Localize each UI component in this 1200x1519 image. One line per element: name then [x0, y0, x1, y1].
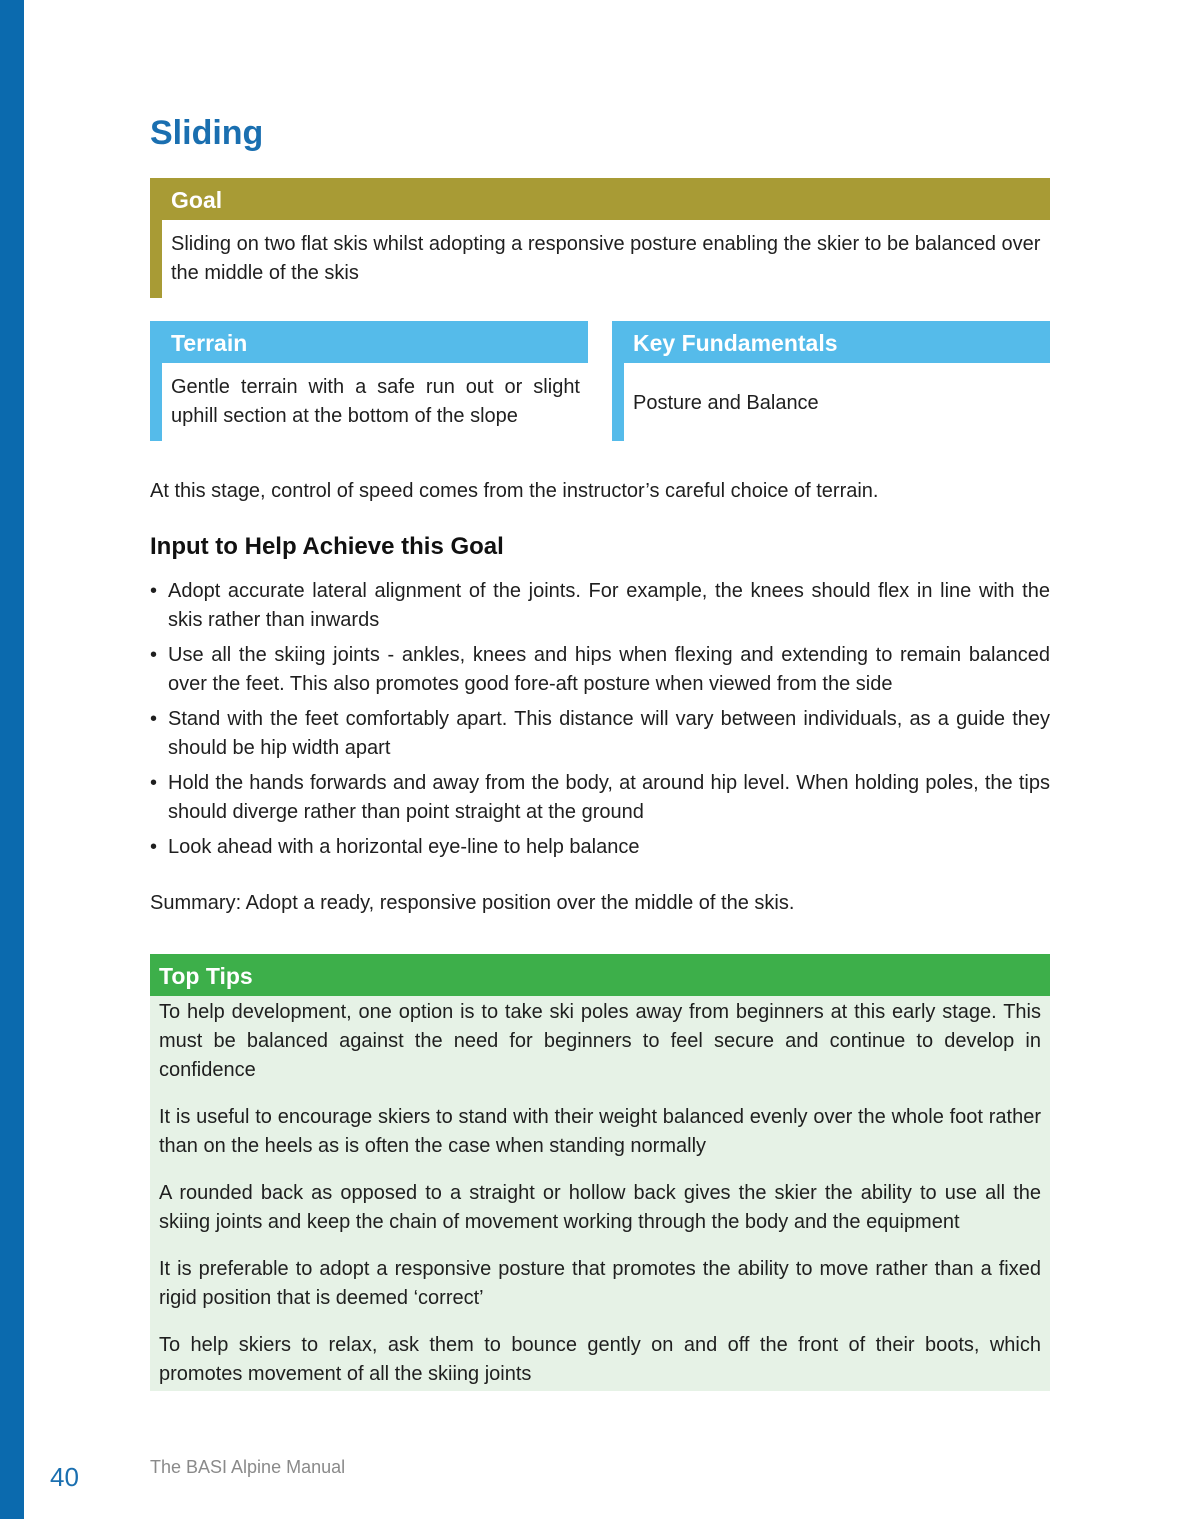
bullet-text: Hold the hands forwards and away from the body, at around hip level. When holding poles, the tips should diverge rather than point straight at the ground [168, 772, 1050, 823]
top-tips-header: Top Tips [150, 954, 1050, 996]
page-edge-bar [0, 0, 24, 1519]
goal-text: Sliding on two flat skis whilst adopting a responsive posture enabling the skier to be balanced over the middle of the skis [150, 220, 1050, 298]
input-heading: Input to Help Achieve this Goal [150, 533, 504, 560]
tip-item: It is useful to encourage skiers to stand with their weight balanced evenly over the whole foot rather than on the heels as is often the case when standing normally [159, 1106, 1041, 1157]
key-fundamentals-text-wrap [612, 363, 1050, 441]
footer-manual-title: The BASI Alpine Manual [150, 1457, 346, 1477]
terrain-box [150, 321, 588, 441]
key-fundamentals-box [612, 321, 1050, 441]
tip-item: It is preferable to adopt a responsive posture that promotes the ability to move rather than a fixed rigid position that is deemed ‘correct’ [159, 1258, 1041, 1309]
tip-item: To help development, one option is to take ski poles away from beginners at this early stage. This must be balanced against the need for beginners to feel secure and continue to develop in confidence [159, 1001, 1041, 1081]
top-tips-box [150, 954, 1050, 1391]
list-item [150, 833, 1050, 862]
bullet-text: Stand with the feet comfortably apart. This distance will vary between individuals, as a guide they should be hip width apart [168, 708, 1050, 759]
stage-text: At this stage, control of speed comes from the instructor’s careful choice of terrain. [150, 480, 879, 502]
key-fundamentals-header: Key Fundamentals [612, 321, 1050, 363]
list-item [150, 705, 1050, 763]
bullet-icon: • [150, 772, 158, 794]
list-item [150, 769, 1050, 827]
goal-box [150, 178, 1050, 298]
bullet-text: Look ahead with a horizontal eye-line to help balance [168, 836, 640, 858]
input-bullet-list [150, 577, 1050, 868]
bullet-text: Adopt accurate lateral alignment of the joints. For example, the knees should flex in line with the skis rather than inwards [168, 580, 1050, 631]
tip-item: To help skiers to relax, ask them to bounce gently on and off the front of their boots, which promotes movement of all the skiing joints [159, 1334, 1041, 1385]
bullet-icon: • [150, 836, 158, 858]
terrain-header: Terrain [150, 321, 588, 363]
bullet-icon: • [150, 708, 158, 730]
summary-text: Summary: Adopt a ready, responsive position over the middle of the skis. [150, 892, 795, 914]
list-item [150, 577, 1050, 635]
tip-item: A rounded back as opposed to a straight or hollow back gives the skier the ability to use all the skiing joints and keep the chain of movement working through the body and the equipment [159, 1182, 1041, 1233]
key-fundamentals-text: Posture and Balance [633, 391, 819, 414]
bullet-icon: • [150, 644, 158, 666]
bullet-icon: • [150, 580, 158, 602]
top-tips-body [150, 996, 1050, 1391]
page-title: Sliding [150, 114, 264, 152]
page-number: 40 [50, 1462, 79, 1492]
list-item [150, 641, 1050, 699]
terrain-text: Gentle terrain with a safe run out or slight uphill section at the bottom of the slope [150, 363, 588, 441]
bullet-text: Use all the skiing joints - ankles, knees and hips when flexing and extending to remain balanced over the feet. This also promotes good fore-aft posture when viewed from the side [168, 644, 1050, 695]
goal-header: Goal [150, 178, 1050, 220]
